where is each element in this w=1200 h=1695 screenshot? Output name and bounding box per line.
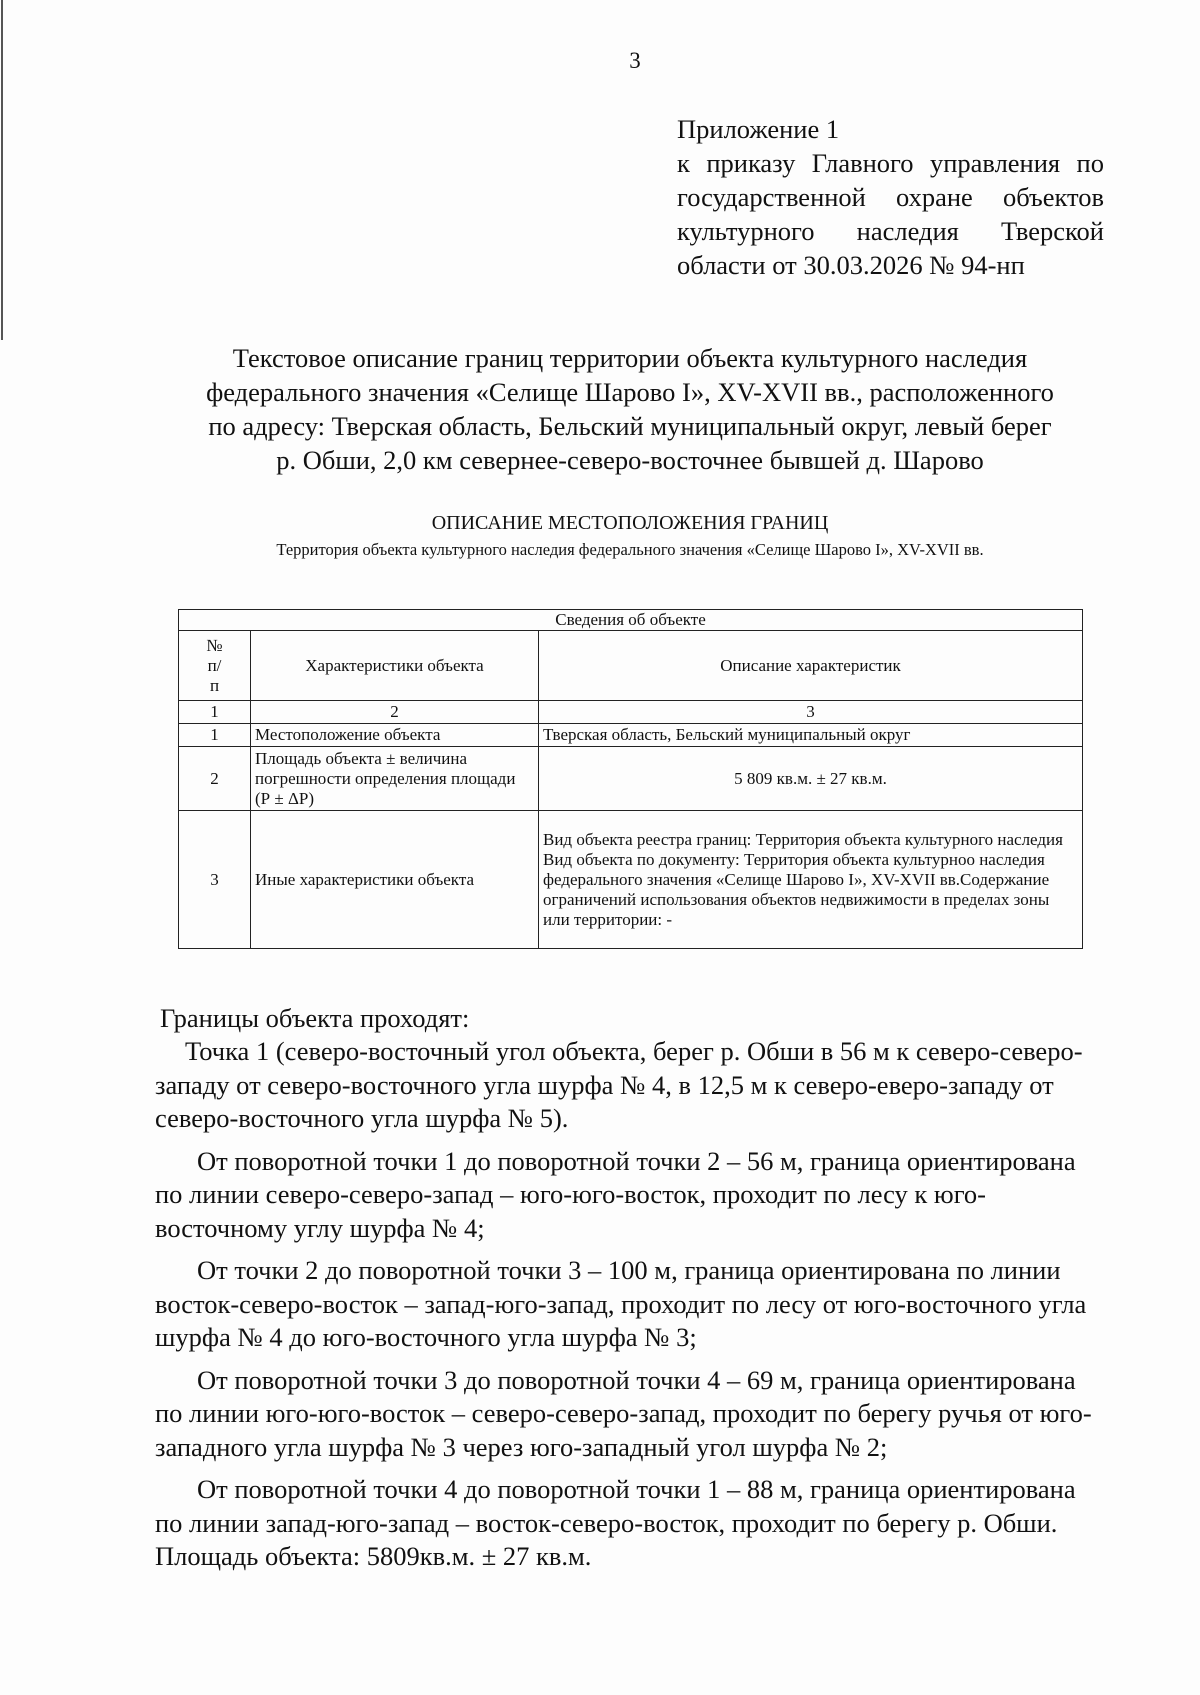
table-header-row [179, 631, 1083, 701]
row-number: 2 [179, 747, 251, 811]
row-characteristic: Иные характеристики объекта [251, 811, 539, 949]
segment-4-paragraph: От поворотной точки 4 до поворотной точки 1 – 88 м, граница ориентирована по линии запад-юго-запад – восток-северо-восток, проходит по берегу р. Обши. Площадь объекта: 5809кв.м. ± 27 кв.м. [155, 1474, 1076, 1571]
appendix-line-4: культурного наследия Тверской [677, 216, 1104, 246]
appendix-line-1: Приложение 1 [677, 114, 840, 144]
segment-2-paragraph: От точки 2 до поворотной точки 3 – 100 м, граница ориентирована по линии восток-северо-восток – запад-юго-запад, проходит по лесу от юго-восточного угла шурфа № 4 до юго-восточного угла шурфа № 3; [155, 1255, 1087, 1352]
row-description: Вид объекта реестра границ: Территория объекта культурного наследия Вид объекта по документу: Территория объекта культурноо наследия федерального значения «Селище Шарово I», XV-XVII вв.Содержание ограничений использования объектов недвижимости в пределах зоны или территории: - [539, 811, 1083, 949]
borders-heading: Границы объекта проходят: [160, 1003, 470, 1033]
row-characteristic: Местоположение объекта [251, 724, 539, 747]
row-number: 3 [179, 811, 251, 949]
row-description: Тверская область, Бельский муниципальный округ [539, 724, 1083, 747]
title-line-3: по адресу: Тверская область, Бельский муниципальный округ, левый берег [208, 411, 1052, 441]
appendix-header [677, 112, 1104, 282]
table-row [179, 811, 1083, 949]
point-1-paragraph: Точка 1 (северо-восточный угол объекта, берег р. Обши в 56 м к северо-северо-западу от северо-восточного угла шурфа № 4, в 12,5 м к северо-еверо-западу от северо-восточного угла шурфа № 5). [155, 1036, 1083, 1133]
column-number-3: 3 [539, 701, 1083, 724]
row-number: 1 [179, 724, 251, 747]
title-line-4: р. Обши, 2,0 км севернее-северо-восточнее бывшей д. Шарово [276, 445, 984, 475]
table-caption-row [179, 610, 1083, 631]
segment-3-paragraph: От поворотной точки 3 до поворотной точки 4 – 69 м, граница ориентирована по линии юго-юго-восток – северо-северо-запад, проходит по берегу ручья от юго-западного угла шурфа № 3 через юго-западный угол шурфа № 2; [155, 1364, 1092, 1462]
page-number: 3 [629, 48, 641, 73]
segment-1-paragraph: От поворотной точки 1 до поворотной точки 2 – 56 м, граница ориентирована по линии северо-северо-запад – юго-юго-восток, проходит по лесу к юго-восточному углу шурфа № 4; [155, 1145, 1076, 1243]
title-line-2: федерального значения «Селище Шарово I», XV-XVII вв., расположенного [206, 377, 1054, 407]
appendix-line-3: государственной охране объектов [677, 182, 1104, 212]
column-number-2: 2 [251, 701, 539, 724]
column-number-1: 1 [179, 701, 251, 724]
title-line-1: Текстовое описание границ территории объекта культурного наследия [232, 343, 1028, 373]
borders-description [155, 1035, 1100, 1583]
row-description: 5 809 кв.м. ± 27 кв.м. [539, 747, 1083, 811]
table-row [179, 747, 1083, 811]
header-number: № п/ п [179, 631, 251, 701]
row-characteristic: Площадь объекта ± величина погрешности определения площади (Р ± ΔР) [251, 747, 539, 811]
section-heading: ОПИСАНИЕ МЕСТОПОЛОЖЕНИЯ ГРАНИЦ [431, 512, 829, 534]
table-caption: Сведения об объекте [179, 610, 1083, 631]
object-info-table [178, 609, 1083, 949]
header-characteristic: Характеристики объекта [251, 631, 539, 701]
appendix-line-5: области от 30.03.2026 № 94-нп [677, 250, 1025, 280]
header-description: Описание характеристик [539, 631, 1083, 701]
document-title [160, 341, 1100, 477]
section-subheading: Территория объекта культурного наследия федерального значения «Селище Шарово I», XV-XVII вв. [276, 540, 984, 559]
table-column-numbers-row [179, 701, 1083, 724]
table-row [179, 724, 1083, 747]
appendix-line-2: к приказу Главного управления по [677, 148, 1104, 178]
